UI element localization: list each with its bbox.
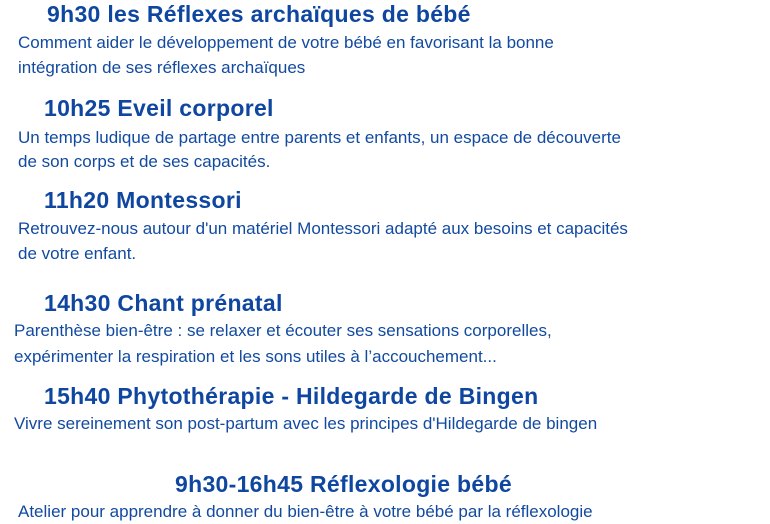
session-description: de votre enfant.	[18, 244, 137, 263]
session-description: expérimenter la respiration et les sons utiles à l’accouchement...	[14, 347, 497, 366]
session-title: 10h25 Eveil corporel	[44, 95, 274, 121]
session-description: Comment aider le développement de votre bébé en favorisant la bonne	[18, 33, 554, 52]
session-description: intégration de ses réflexes archaïques	[18, 58, 306, 77]
session-description: Un temps ludique de partage entre parents et enfants, un espace de découverte	[18, 128, 621, 147]
session-title: 15h40 Phytothérapie - Hildegarde de Bingen	[44, 383, 539, 409]
session-title: 11h20 Montessori	[44, 187, 242, 213]
session-title: 14h30 Chant prénatal	[44, 290, 283, 316]
session-description: Atelier pour apprendre à donner du bien-être à votre bébé par la réflexologie	[18, 502, 593, 521]
session-description: de son corps et de ses capacités.	[18, 152, 271, 171]
session-description: Retrouvez-nous autour d'un matériel Montessori adapté aux besoins et capacités	[18, 219, 628, 238]
session-title: 9h30 les Réflexes archaïques de bébé	[47, 1, 471, 27]
session-description: Parenthèse bien-être : se relaxer et écouter ses sensations corporelles,	[14, 321, 552, 340]
session-description: Vivre sereinement son post-partum avec les principes d'Hildegarde de bingen	[14, 414, 598, 433]
session-title: 9h30-16h45 Réflexologie bébé	[175, 471, 512, 497]
